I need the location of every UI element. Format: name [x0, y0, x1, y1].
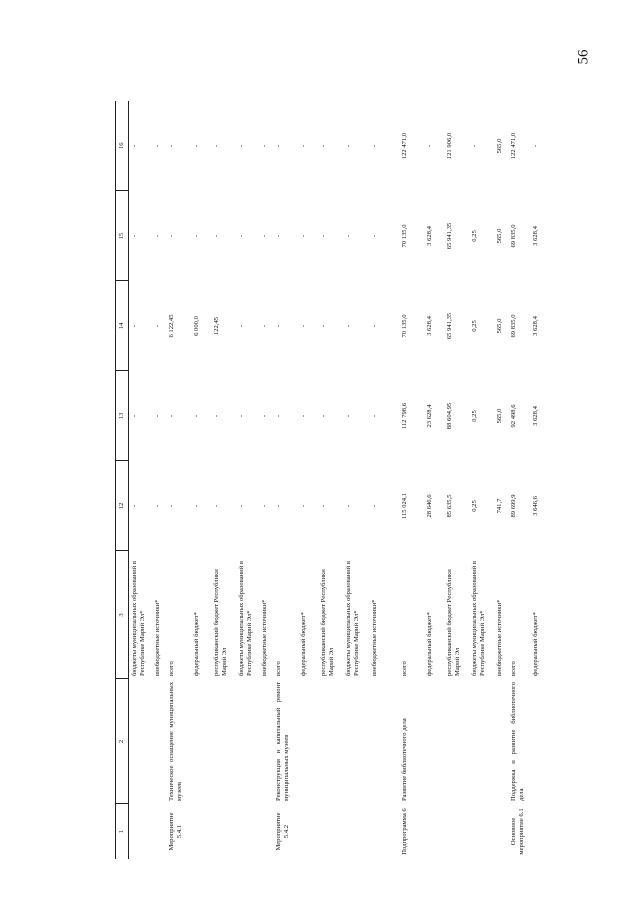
row-value: - [274, 414, 282, 418]
row-code [469, 804, 494, 859]
row-value: - [319, 324, 327, 328]
row-name [494, 679, 508, 804]
row-value: 115 024,1 [400, 492, 408, 520]
row-value: 112 798,6 [400, 402, 408, 430]
table-row [166, 101, 191, 859]
row-code [444, 804, 469, 859]
row-value: - [260, 414, 268, 418]
row-value: 3 646,6 [531, 496, 539, 516]
row-value: 741,7 [495, 498, 503, 514]
table-row [444, 101, 469, 859]
row-value: 0,25 [470, 230, 478, 242]
row-name: Реконструкция и капитальный ремонт муниципальных музеев [274, 682, 290, 801]
row-value: - [370, 414, 378, 418]
row-code [494, 804, 508, 859]
row-value: 89 699,9 [509, 494, 517, 518]
row-source: всего [400, 661, 408, 676]
row-value: 0,25 [470, 320, 478, 332]
row-value: - [167, 144, 175, 148]
row-value: - [274, 144, 282, 148]
row-value: - [319, 504, 327, 508]
row-value: - [192, 234, 200, 238]
row-source: республиканский бюджет Республики Марий Эл [445, 569, 461, 676]
table-row [343, 101, 369, 859]
row-name [211, 679, 236, 804]
column-header: 12 [116, 461, 129, 551]
row-code [343, 804, 369, 859]
row-value: - [131, 414, 139, 418]
row-source: внебюджетные источники* [495, 599, 503, 676]
row-value: - [237, 504, 245, 508]
row-source: всего [167, 661, 175, 676]
row-code [129, 804, 152, 859]
row-value: - [237, 324, 245, 328]
row-value: - [192, 504, 200, 508]
page-number [566, 36, 602, 78]
table-row [236, 101, 259, 859]
table-row [508, 101, 530, 859]
row-code [191, 804, 211, 859]
table-row [129, 101, 152, 859]
row-name [530, 679, 548, 804]
row-value: 565,0 [495, 408, 503, 424]
column-header: 15 [116, 191, 129, 281]
row-value: - [344, 324, 352, 328]
row-value: - [470, 144, 478, 148]
row-value: 0,25 [470, 500, 478, 512]
row-value: 65 941,35 [445, 312, 453, 340]
row-source: республиканский бюджет Республики Марий Эл [212, 569, 228, 676]
row-value: - [274, 504, 282, 508]
row-name: Поддержка и развитие библиотечного дела [509, 682, 525, 801]
row-value: - [131, 144, 139, 148]
column-header: 3 [116, 551, 129, 679]
row-value: - [274, 234, 282, 238]
page-number-text: 56 [575, 49, 592, 65]
row-value: - [212, 414, 220, 418]
row-value: - [131, 324, 139, 328]
row-value: 70 135,0 [400, 314, 408, 338]
column-header: 16 [116, 101, 129, 191]
table-row [259, 101, 273, 859]
row-name [318, 679, 343, 804]
row-value: - [299, 144, 307, 148]
row-value: - [344, 144, 352, 148]
table-row [298, 101, 318, 859]
row-value: - [192, 414, 200, 418]
row-value: 122 471,0 [400, 132, 408, 160]
rotated-table-area [115, 101, 567, 859]
table-row [469, 101, 494, 859]
row-value: 122,45 [212, 316, 220, 336]
row-value: 122 471,0 [509, 132, 517, 160]
row-value: - [319, 414, 327, 418]
row-value: - [344, 414, 352, 418]
row-value: - [131, 234, 139, 238]
row-value: 565,0 [495, 318, 503, 334]
row-value: - [153, 504, 161, 508]
row-value: - [344, 504, 352, 508]
row-source: внебюджетные источники* [153, 599, 161, 676]
row-code: Мероприятие 5.4.2 [274, 812, 290, 851]
row-value: - [344, 234, 352, 238]
row-value: - [167, 504, 175, 508]
row-code [236, 804, 259, 859]
row-code [152, 804, 166, 859]
row-value: 121 906,0 [445, 132, 453, 160]
table-row [369, 101, 399, 859]
row-source: республиканский бюджет Республики Марий Эл [319, 569, 335, 676]
budget-table [115, 101, 548, 859]
header-row [116, 101, 129, 859]
row-source: федеральный бюджет* [425, 612, 433, 676]
row-value: - [260, 504, 268, 508]
row-value: - [167, 234, 175, 238]
table-row [318, 101, 343, 859]
table-row [191, 101, 211, 859]
row-name [191, 679, 211, 804]
row-value: 3 628,4 [425, 226, 433, 246]
row-value: 3 628,4 [531, 226, 539, 246]
row-value: - [153, 414, 161, 418]
row-value: - [370, 144, 378, 148]
table-row [211, 101, 236, 859]
row-name [424, 679, 444, 804]
row-name [152, 679, 166, 804]
row-code [298, 804, 318, 859]
row-source: федеральный бюджет* [531, 612, 539, 676]
row-value: - [237, 144, 245, 148]
row-value: 6 122,45 [167, 314, 175, 338]
row-code: Мероприятие 5.4.1 [167, 812, 183, 851]
table-row [273, 101, 298, 859]
row-value: - [370, 504, 378, 508]
row-code [369, 804, 399, 859]
row-value: - [153, 324, 161, 328]
row-code: Основное мероприятие 6.1 [509, 808, 525, 855]
row-name [298, 679, 318, 804]
row-name [469, 679, 494, 804]
row-value: 88 604,95 [445, 402, 453, 430]
row-name [259, 679, 273, 804]
row-value: - [299, 324, 307, 328]
row-source: федеральный бюджет* [299, 612, 307, 676]
row-value: 28 646,6 [425, 494, 433, 518]
row-code [318, 804, 343, 859]
row-code: Подпрограмма 6 [400, 808, 408, 855]
row-value: - [425, 144, 433, 148]
row-value: - [531, 144, 539, 148]
row-value: 69 835,0 [509, 224, 517, 248]
table-row [494, 101, 508, 859]
row-source: бюджеты муниципальных образований в Республике Марий Эл* [131, 561, 147, 676]
row-value: - [167, 414, 175, 418]
row-value: 565,0 [495, 138, 503, 154]
row-value: 3 628,4 [531, 316, 539, 336]
row-value: - [274, 324, 282, 328]
table-row [152, 101, 166, 859]
row-name: Техническое оснащение муниципальных музеев [167, 682, 183, 801]
table-row [399, 101, 424, 859]
row-value: - [237, 414, 245, 418]
row-value: - [237, 234, 245, 238]
row-source: всего [509, 661, 517, 676]
table-row [530, 101, 548, 859]
row-value: - [131, 504, 139, 508]
row-source: внебюджетные источники* [370, 599, 378, 676]
row-name [369, 679, 399, 804]
row-source: всего [274, 661, 282, 676]
row-value: - [260, 144, 268, 148]
row-value: 70 135,0 [400, 224, 408, 248]
row-value: 69 835,0 [509, 314, 517, 338]
row-value: 0,25 [470, 410, 478, 422]
row-code [211, 804, 236, 859]
column-header: 1 [116, 804, 129, 859]
row-value: - [319, 234, 327, 238]
row-value: 65 941,35 [445, 222, 453, 250]
row-value: 6 000,0 [192, 316, 200, 336]
row-value: 565,0 [495, 228, 503, 244]
table-row [424, 101, 444, 859]
row-code [424, 804, 444, 859]
row-value: - [212, 504, 220, 508]
row-name [444, 679, 469, 804]
column-header: 13 [116, 371, 129, 461]
row-source: внебюджетные источники* [260, 599, 268, 676]
row-source: бюджеты муниципальных образований в Республике Марий Эл* [344, 561, 360, 676]
row-value: - [260, 324, 268, 328]
row-source: бюджеты муниципальных образований в Республике Марий Эл* [237, 561, 253, 676]
row-value: 23 628,4 [425, 404, 433, 428]
row-value: - [319, 144, 327, 148]
row-value: - [212, 234, 220, 238]
row-code [259, 804, 273, 859]
row-value: - [212, 144, 220, 148]
row-value: - [153, 234, 161, 238]
row-name [129, 679, 152, 804]
row-value: - [370, 324, 378, 328]
column-header: 14 [116, 281, 129, 371]
row-code [530, 804, 548, 859]
row-value: 85 635,5 [445, 494, 453, 518]
row-value: - [299, 504, 307, 508]
row-value: - [260, 234, 268, 238]
row-source: бюджеты муниципальных образований в Республике Марий Эл* [470, 561, 486, 676]
column-header: 2 [116, 679, 129, 804]
row-value: - [299, 414, 307, 418]
row-value: 92 498,6 [509, 404, 517, 428]
row-name [236, 679, 259, 804]
row-value: 3 628,4 [425, 316, 433, 336]
row-value: - [370, 234, 378, 238]
row-value: 3 628,4 [531, 406, 539, 426]
row-source: федеральный бюджет* [192, 612, 200, 676]
row-value: - [192, 144, 200, 148]
row-name [343, 679, 369, 804]
row-name: Развитие библиотечного дела [400, 718, 408, 801]
row-value: - [299, 234, 307, 238]
row-value: - [153, 144, 161, 148]
